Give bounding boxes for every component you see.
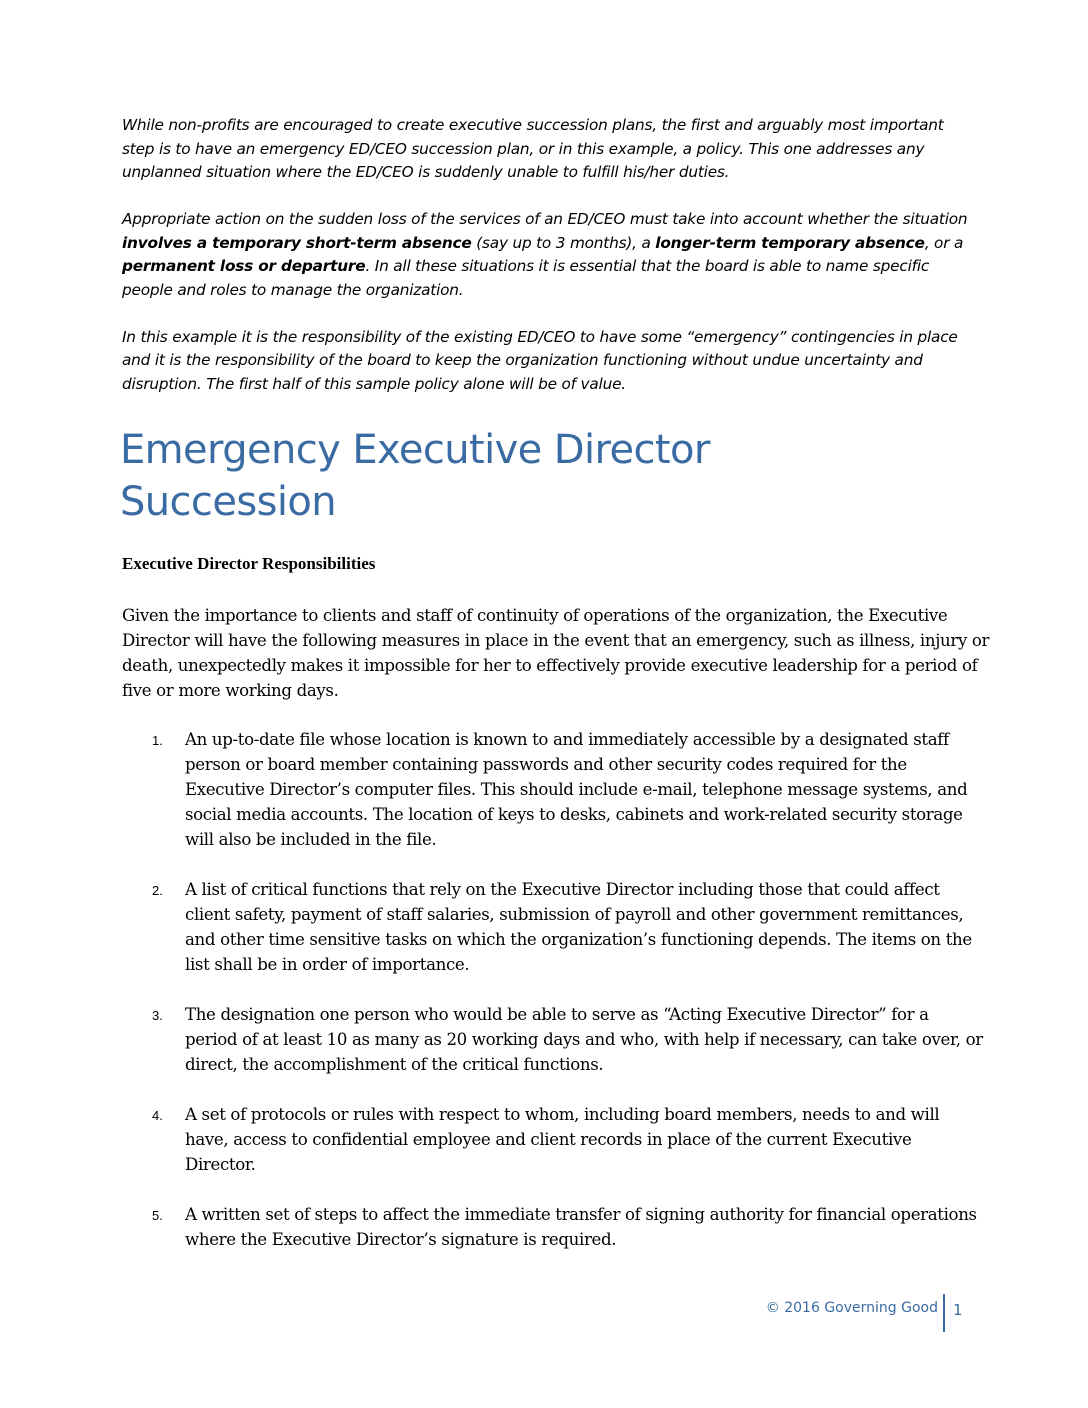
intro-paragraph-2 xyxy=(122,208,972,302)
intro-p2-text-1: Appropriate action on the sudden loss of the services of an ED/CEO must take into account whether the situation xyxy=(122,210,968,228)
list-item-text: A list of critical functions that rely on the Executive Director including those that could affect client safety, payment of staff salaries, submission of payroll and other government remittances, and other time sensitive tasks on which the organization’s functioning depends. The items on the list shall be in order of importance. xyxy=(185,880,972,974)
intro-notes xyxy=(122,114,972,420)
list-item-text: An up-to-date file whose location is known to and immediately accessible by a designated staff person or board member containing passwords and other security codes required for the Executive Director’s computer files. This should include e-mail, telephone message systems, and social media accounts. The location of keys to desks, cabinets and work-related security storage will also be included in the file. xyxy=(185,730,968,849)
list-item-text: A set of protocols or rules with respect to whom, including board members, needs to and will have, access to confidential employee and client records in place of the current Executive Director. xyxy=(185,1105,940,1174)
document-title-line-1: Emergency Executive Director xyxy=(120,427,710,473)
intro-p2-text-2: (say up to 3 months), a xyxy=(471,233,656,252)
footer-copyright: © 2016 Governing Good xyxy=(765,1300,938,1316)
intro-paragraph-1: While non-profits are encouraged to create executive succession plans, the first and arguably most important step is to have an emergency ED/CEO succession plan, or in this example, a policy. This one addresses any unplanned situation where the ED/CEO is suddenly unable to fulfill his/her duties. xyxy=(122,116,944,181)
list-item-text: A written set of steps to affect the immediate transfer of signing authority for financial operations where the Executive Director’s signature is required. xyxy=(185,1205,977,1249)
page-number: 1 xyxy=(953,1301,963,1319)
intro-p2-text-4: . In all these situations it is essential that the board is able to name specific people and roles to manage the organization. xyxy=(122,257,930,299)
document-title-line-2: Succession xyxy=(120,479,336,525)
page-footer xyxy=(0,1294,1088,1334)
list-item-number: 4. xyxy=(152,1108,163,1123)
intro-p2-bold-2: longer-term temporary absence xyxy=(655,233,925,252)
footer-divider xyxy=(943,1294,945,1332)
list-item-number: 3. xyxy=(152,1008,163,1023)
section-body: Given the importance to clients and staff of continuity of operations of the organization, the Executive Director will have the following measures in place in the event that an emergency, such as illness, injury or death, unexpectedly makes it impossible for her to effectively provide executive leadership for a period of five or more working days. xyxy=(122,606,990,700)
document-title xyxy=(120,424,980,528)
intro-p2-bold-3: permanent loss or departure xyxy=(122,257,366,275)
list-item-number: 5. xyxy=(152,1208,163,1223)
section-heading: Executive Director Responsibilities xyxy=(122,554,376,573)
list-item-number: 2. xyxy=(152,883,163,898)
intro-p2-text-3: , or a xyxy=(924,233,964,252)
list-item-text: The designation one person who would be able to serve as “Acting Executive Director” for a period of at least 10 as many as 20 working days and who, with help if necessary, can take over, or direct, the accomplishment of the critical functions. xyxy=(185,1005,983,1074)
list-item-number: 1. xyxy=(152,733,163,748)
intro-paragraph-3: In this example it is the responsibility of the existing ED/CEO to have some “emergency” contingencies in place and it is the responsibility of the board to keep the organization functioning without undue uncertainty and disruption. The first half of this sample policy alone will be of value. xyxy=(122,327,958,393)
intro-p2-bold-1: involves a temporary short-term absence xyxy=(122,233,472,252)
